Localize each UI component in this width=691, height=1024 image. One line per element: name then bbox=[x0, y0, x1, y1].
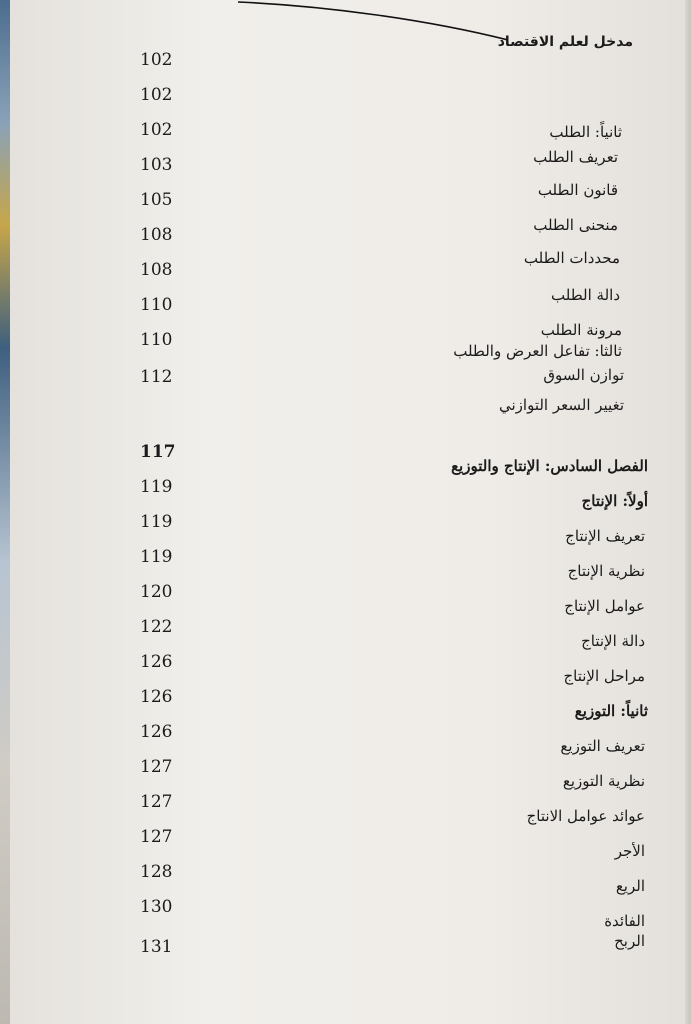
toc-page-number: 108 bbox=[140, 225, 173, 245]
page-edge-left bbox=[0, 0, 10, 1024]
toc-page-number: 127 bbox=[140, 757, 173, 777]
toc-row bbox=[140, 577, 645, 615]
toc-entry-label: الريع bbox=[615, 877, 645, 895]
toc-page-number: 105 bbox=[140, 190, 173, 210]
toc-entry-label: نظرية التوزيع bbox=[562, 772, 645, 790]
toc-entry-label: تعريف الإنتاج bbox=[565, 527, 645, 545]
toc-entry-label: ثانياً: التوزيع bbox=[574, 702, 648, 720]
toc-entry-label: الفائدة bbox=[604, 912, 645, 930]
toc-row bbox=[140, 80, 640, 110]
header-rule bbox=[238, 0, 508, 44]
toc-row bbox=[140, 507, 645, 545]
toc-page-number: 110 bbox=[140, 295, 173, 315]
toc-page-number: 131 bbox=[140, 937, 173, 957]
toc-page-number: 122 bbox=[140, 617, 173, 637]
toc-row bbox=[140, 360, 624, 390]
toc-entry-label: عوائد عوامل الانتاج bbox=[526, 807, 645, 825]
toc-row bbox=[140, 752, 645, 790]
toc-page-number: 102 bbox=[140, 120, 173, 140]
toc-entry-label: ثالثا: تفاعل العرض والطلب bbox=[453, 342, 622, 360]
toc-page-number: 127 bbox=[140, 827, 173, 847]
toc-entry-label: دالة الطلب bbox=[551, 286, 620, 304]
toc-row bbox=[140, 787, 645, 825]
toc-page-number: 103 bbox=[140, 155, 173, 175]
toc-page-number: 119 bbox=[140, 547, 173, 567]
toc-row bbox=[140, 932, 645, 962]
toc-page-number: 110 bbox=[140, 330, 173, 350]
toc-entry-label: مراحل الإنتاج bbox=[563, 667, 645, 685]
toc-page-number: 102 bbox=[140, 85, 173, 105]
toc-row bbox=[140, 717, 645, 755]
toc-row bbox=[140, 542, 645, 580]
toc-entry-label: ثانياً: الطلب bbox=[549, 123, 622, 141]
toc-row bbox=[140, 682, 648, 720]
toc-chapter-row bbox=[140, 437, 648, 475]
toc-entry-label: قانون الطلب bbox=[537, 181, 618, 199]
toc-entry-label: الربح bbox=[614, 932, 645, 950]
toc-row bbox=[140, 249, 620, 285]
toc-page-number: 127 bbox=[140, 792, 173, 812]
toc-page-number: 112 bbox=[140, 367, 173, 387]
toc-entry-label: تعريف التوزيع bbox=[560, 737, 645, 755]
toc-entry-label: الأجر bbox=[614, 842, 645, 860]
toc-page-number: 117 bbox=[140, 442, 176, 462]
toc-row bbox=[140, 472, 648, 510]
toc-row bbox=[140, 857, 645, 895]
toc-entry-label: محددات الطلب bbox=[523, 249, 620, 267]
toc-page-number: 128 bbox=[140, 862, 173, 882]
toc-page-number: 119 bbox=[140, 512, 173, 532]
toc-page-number: 120 bbox=[140, 582, 173, 602]
toc-row bbox=[140, 45, 640, 75]
toc-page-number: 126 bbox=[140, 652, 173, 672]
toc-page-number: 102 bbox=[140, 50, 173, 70]
toc-page-number: 130 bbox=[140, 897, 173, 917]
toc-row bbox=[140, 892, 645, 930]
toc-page-number: 119 bbox=[140, 477, 173, 497]
toc-row bbox=[140, 115, 622, 145]
toc-entry-label: نظرية الإنتاج bbox=[567, 562, 645, 580]
toc-row bbox=[140, 647, 645, 685]
toc-page-number: 108 bbox=[140, 260, 173, 280]
toc-entry-label: توازن السوق bbox=[543, 366, 624, 384]
toc-entry-label: مرونة الطلب bbox=[540, 321, 622, 339]
toc-entry-label: أولاً: الإنتاج bbox=[581, 492, 648, 510]
toc-row bbox=[140, 822, 645, 860]
toc-entry-label: دالة الإنتاج bbox=[581, 632, 645, 650]
page-edge-right bbox=[685, 0, 691, 1024]
toc-page-number: 126 bbox=[140, 687, 173, 707]
toc-entry-label: عوامل الإنتاج bbox=[564, 597, 645, 615]
toc-entry-label: تغيير السعر التوازني bbox=[498, 396, 624, 414]
toc-entry-label: تعريف الطلب bbox=[533, 148, 618, 166]
toc-entry-label: منحنى الطلب bbox=[533, 216, 618, 234]
toc-chapter-title: الفصل السادس: الإنتاج والتوزيع bbox=[451, 457, 648, 475]
toc-page-number: 126 bbox=[140, 722, 173, 742]
toc-row bbox=[140, 390, 624, 420]
toc-row bbox=[140, 612, 645, 650]
running-header-title: مدخل لعلم الاقتصاد bbox=[497, 34, 633, 50]
